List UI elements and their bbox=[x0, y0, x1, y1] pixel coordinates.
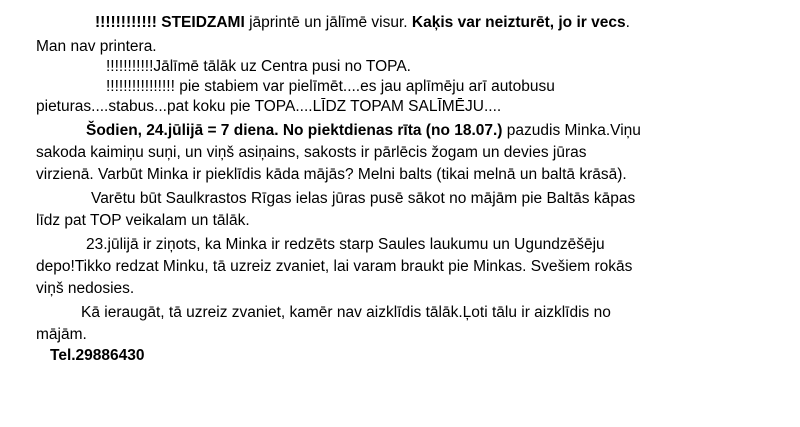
urgent-text: jāprintē un jālīmē visur. bbox=[244, 14, 412, 31]
location-line-1: Varētu būt Saulkrastos Rīgas ielas jūras pusē sākot no mājām pie Baltās kāpas bbox=[91, 190, 636, 207]
today-line bbox=[86, 121, 641, 141]
sighting-line-3: viņš nedosies. bbox=[36, 280, 135, 297]
no-printer-line: Man nav printera. bbox=[36, 38, 157, 55]
phone-number: Tel.29886430 bbox=[50, 347, 145, 364]
call-line-2: mājām. bbox=[36, 326, 87, 343]
today-date-bold: Šodien, 24.jūlijā = 7 diena. No piektdienas rīta (no 18.07.) bbox=[86, 122, 503, 139]
call-line-1: Kā ieraugāt, tā uzreiz zvaniet, kamēr nav aizklīdis tālāk.Ļoti tālu ir aizklīdis no bbox=[81, 304, 611, 321]
poles-line: !!!!!!!!!!!!!!!! pie stabiem var pielīmēt....es jau aplīmēju arī autobusu bbox=[106, 78, 555, 95]
stops-line: pieturas....stabus...pat koku pie TOPA....LĪDZ TOPAM SALĪMĒJU.... bbox=[36, 98, 502, 115]
urgent-notice-line bbox=[95, 13, 630, 33]
cat-old-warning: Kaķis var neizturēt, jo ir vecs bbox=[411, 14, 626, 31]
story-line-2: virzienā. Varbūt Minka ir pieklīdis kāda mājās? Melni balts (tikai melnā un baltā krāsā). bbox=[36, 166, 627, 183]
urgent-label: !!!!!!!!!!!! STEIDZAMI bbox=[95, 14, 245, 31]
sighting-line-2: depo!Tikko redzat Minku, tā uzreiz zvaniet, lai varam braukt pie Minkas. Svešiem rokās bbox=[36, 258, 633, 275]
sighting-line-1: 23.jūlijā ir ziņots, ka Minka ir redzēts starp Saules laukumu un Ugundzēšēju bbox=[86, 236, 605, 253]
urgent-tail: . bbox=[625, 14, 630, 31]
story-line-1: sakoda kaimiņu suņi, un viņš asiņains, sakosts ir pārlēcis žogam un devies jūras bbox=[36, 144, 587, 161]
missing-text: pazudis Minka.Viņu bbox=[502, 122, 641, 139]
location-line-2: līdz pat TOP veikalam un tālāk. bbox=[36, 212, 250, 229]
paste-center-line: !!!!!!!!!!!Jālīmē tālāk uz Centra pusi no TOPA. bbox=[106, 58, 411, 75]
